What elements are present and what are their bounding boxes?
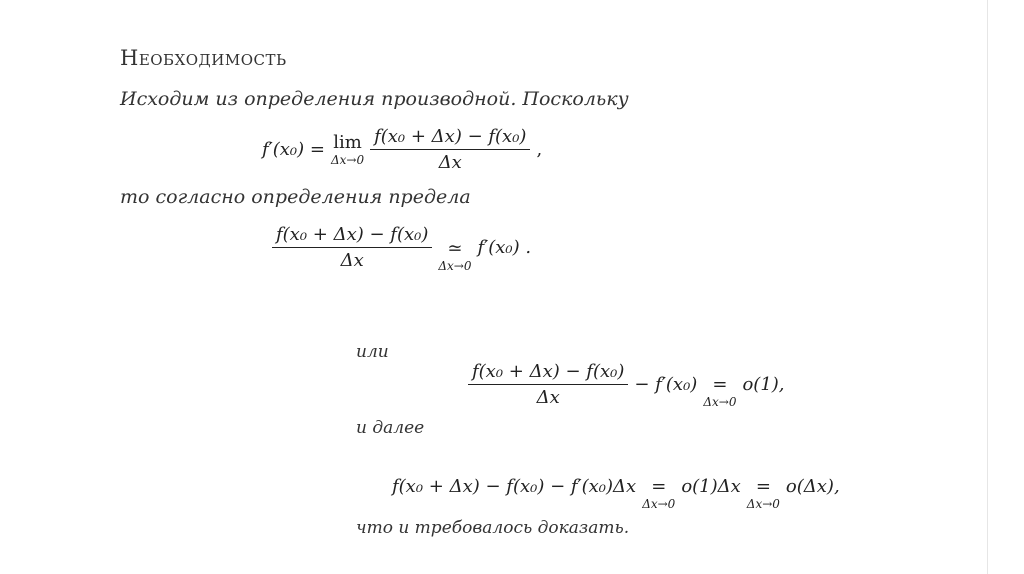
eq1-lim-subscript: Δx→0 [330, 152, 365, 167]
eq3-relation-subscript: Δx→0 [703, 395, 737, 409]
paragraph-qed: что и требовалось доказать. [356, 518, 630, 538]
equation-limit-equivalence [272, 222, 531, 272]
eq1-denominator: Δx [438, 152, 462, 173]
section-heading: Необходимость [120, 46, 287, 70]
paragraph-or: или [356, 342, 389, 362]
eq4-relation-1-symbol: = [651, 476, 667, 497]
eq2-fraction [272, 224, 432, 271]
equation-derivative-definition [262, 126, 542, 173]
page-border [987, 0, 1024, 574]
eq1-lim-label: lim [333, 131, 362, 153]
eq1-numerator: f(x₀ + Δx) − f(x₀) [370, 126, 530, 150]
eq1-fraction [370, 126, 530, 173]
paragraph-intro: Исходим из определения производной. Поскольку [120, 88, 629, 110]
paragraph-further: и далее [356, 418, 425, 438]
eq1-lhs: f′(x₀) = [262, 139, 325, 160]
eq3-middle: − f′(x₀) [634, 373, 698, 395]
equation-little-o-one [468, 360, 785, 408]
eq3-rhs: o(1), [742, 373, 785, 395]
eq2-relation-subscript: Δx→0 [438, 259, 472, 273]
eq2-relation-symbol: ≃ [447, 238, 463, 259]
eq4-relation-1 [642, 478, 675, 510]
eq4-relation-2-subscript: Δx→0 [746, 497, 780, 511]
eq3-denominator: Δx [536, 386, 560, 408]
eq1-limit [330, 131, 365, 167]
eq4-relation-2-symbol: = [755, 476, 771, 497]
eq3-numerator: f(x₀ + Δx) − f(x₀) [468, 361, 628, 385]
eq1-tail: , [536, 139, 543, 160]
eq4-part1: f(x₀ + Δx) − f(x₀) − f′(x₀)Δx [392, 475, 637, 497]
eq2-rhs: f′(x₀) . [477, 236, 532, 258]
eq4-relation-1-subscript: Δx→0 [642, 497, 676, 511]
eq4-part2: o(1)Δx [681, 475, 741, 497]
eq2-relation [438, 240, 471, 272]
eq3-relation-symbol: = [712, 374, 728, 395]
eq3-fraction [468, 361, 628, 408]
eq4-part3: o(Δx), [785, 475, 840, 497]
equation-little-o-dx [392, 462, 840, 510]
eq2-denominator: Δx [340, 249, 364, 271]
eq2-numerator: f(x₀ + Δx) − f(x₀) [272, 224, 432, 248]
eq4-relation-2 [747, 478, 780, 510]
eq3-relation [703, 376, 736, 408]
paragraph-limit-definition: то согласно определения предела [120, 186, 471, 208]
